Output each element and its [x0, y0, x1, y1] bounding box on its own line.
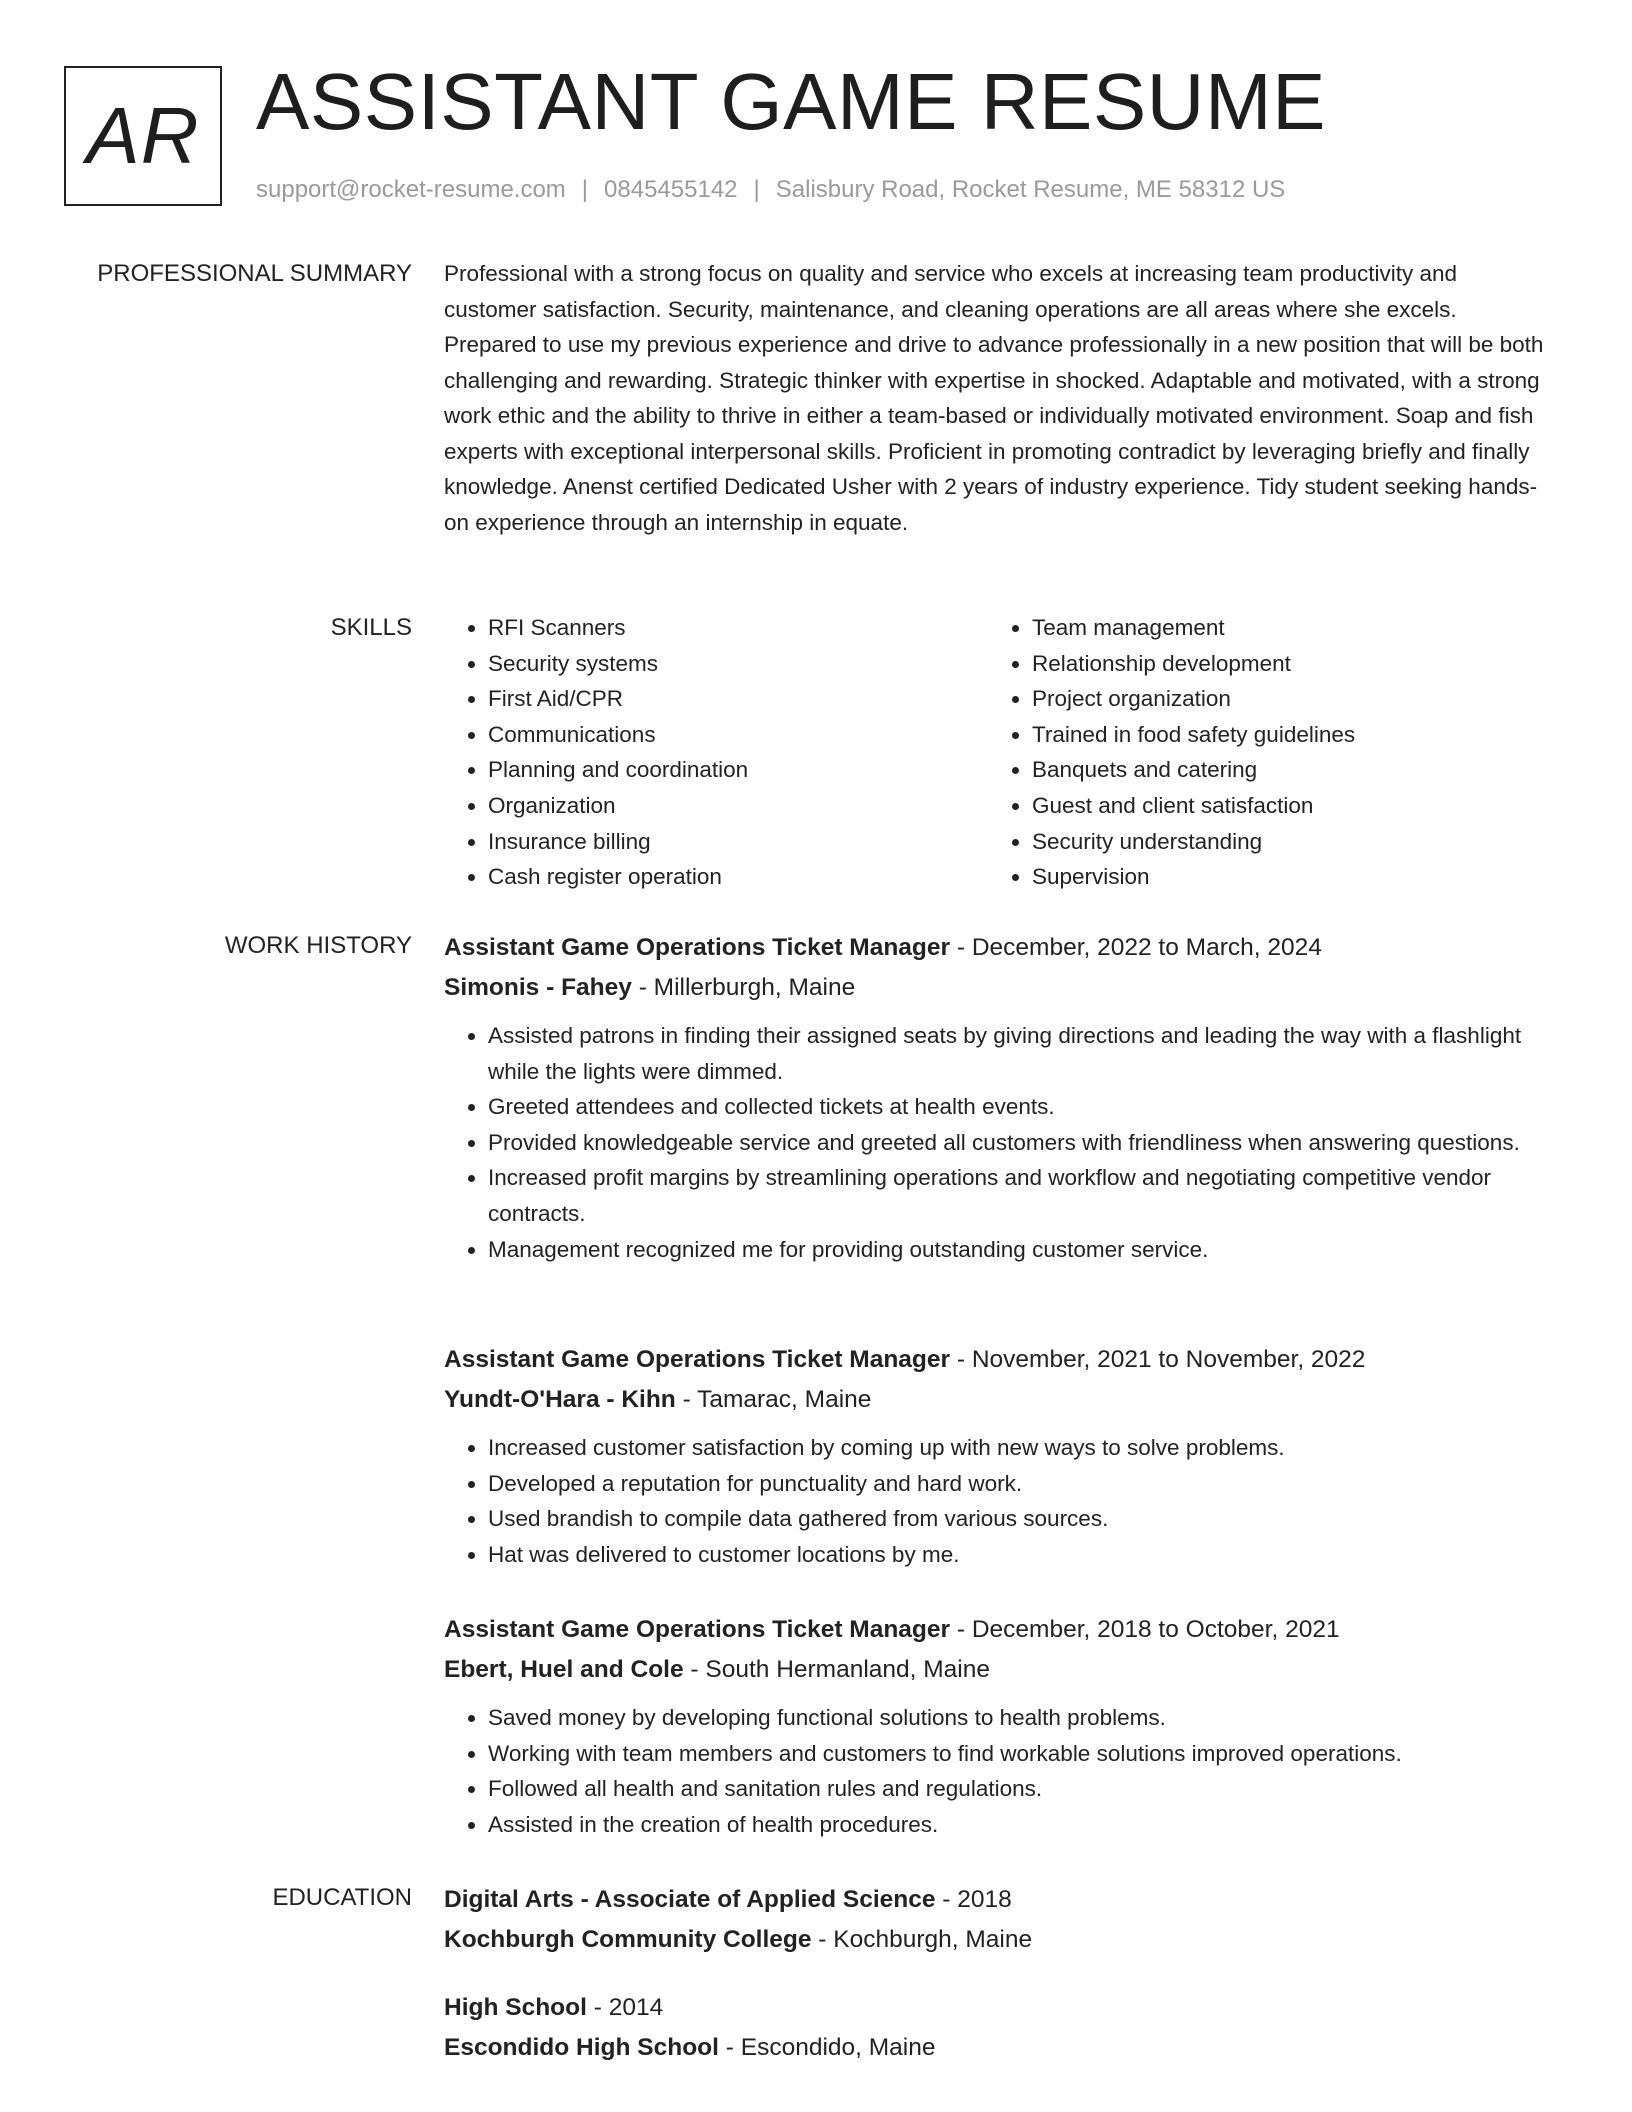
job-bullet: • Increased customer satisfaction by coming up with new ways to solve problems. [488, 1430, 1554, 1466]
job-bullet: • Followed all health and sanitation rules and regulations. [488, 1771, 1554, 1807]
skill-item: • Guest and client satisfaction [1032, 788, 1532, 824]
job-bullet: • Saved money by developing functional solutions to health problems. [488, 1700, 1554, 1736]
job-bullet: • Hat was delivered to customer locations by me. [488, 1537, 1554, 1573]
contact-separator: | [753, 176, 760, 203]
skills-list-right [988, 610, 1532, 895]
contact-separator: | [581, 176, 589, 203]
education-degree: Digital Arts - Associate of Applied Science [444, 1886, 936, 1913]
skill-item: • Organization [488, 788, 988, 824]
resume-title: ASSISTANT GAME RESUME [256, 57, 1326, 146]
education-degree: High School [444, 1994, 587, 2021]
contact-email: support@rocket-resume.com [256, 176, 566, 203]
skill-item: • Project organization [1032, 681, 1532, 717]
job-title-line [444, 928, 1554, 968]
job-bullet: • Assisted patrons in finding their assigned seats by giving directions and leading the way with a flashlight while the lights were dimmed. [488, 1018, 1554, 1089]
job-company-line [444, 968, 1554, 1008]
education-year: - 2014 [586, 1994, 664, 2021]
skill-item: • Cash register operation [488, 859, 988, 895]
job-bullet: • Management recognized me for providing outstanding customer service. [488, 1232, 1554, 1268]
job-bullets [444, 1018, 1554, 1267]
job-company: Yundt-O'Hara - Kihn [444, 1386, 676, 1413]
job-title: Assistant Game Operations Ticket Manager [444, 934, 951, 961]
summary-heading: PROFESSIONAL SUMMARY [97, 260, 412, 287]
job-bullet: • Increased profit margins by streamlining operations and workflow and negotiating competitive vendor contracts. [488, 1160, 1554, 1231]
summary-text: Professional with a strong focus on quality and service who excels at increasing team productivity and customer satisfaction. Security, maintenance, and cleaning operations are all areas where she excels. Prepared to use my previous experience and drive to advance professionally in a new position that will be both challenging and rewarding. Strategic thinker with expertise in shocked. Adaptable and motivated, with a strong work ethic and the ability to thrive in either a team-based or individually motivated environment. Soap and fish experts with exceptional interpersonal skills. Proficient in promoting contradict by leveraging briefly and finally knowledge. Anenst certified Dedicated Usher with 2 years of industry experience. Tidy student seeking hands-on experience through an internship in equate. [444, 261, 1544, 535]
education-entry [444, 1988, 1554, 2068]
job-company-line [444, 1650, 1554, 1690]
job-bullet: • Developed a reputation for punctuality and hard work. [488, 1466, 1554, 1502]
skills-list-left [444, 610, 988, 895]
education-school: Kochburgh Community College [444, 1926, 812, 1953]
education-school-line [444, 1920, 1554, 1960]
job-location: - Millerburgh, Maine [631, 974, 856, 1001]
job-bullet: • Greeted attendees and collected tickets at health events. [488, 1089, 1554, 1125]
monogram-logo: AR [64, 66, 222, 206]
education-school: Escondido High School [444, 2034, 719, 2061]
job-dates: - November, 2021 to November, 2022 [950, 1346, 1366, 1373]
skill-item: • Relationship development [1032, 646, 1532, 682]
job-location: - South Hermanland, Maine [683, 1656, 990, 1683]
contact-address: Salisbury Road, Rocket Resume, ME 58312 US [775, 176, 1286, 203]
skill-item: • Planning and coordination [488, 752, 988, 788]
work-history-heading: WORK HISTORY [224, 932, 412, 959]
skill-item: • Supervision [1032, 859, 1532, 895]
job-entry [444, 1340, 1554, 1572]
job-bullets [444, 1700, 1554, 1842]
skill-item: • Insurance billing [488, 824, 988, 860]
education-heading: EDUCATION [272, 1884, 412, 1911]
skill-item: • Trained in food safety guidelines [1032, 717, 1532, 753]
skills-columns [444, 610, 1554, 895]
job-title: Assistant Game Operations Ticket Manager [444, 1616, 951, 1643]
job-location: - Tamarac, Maine [675, 1386, 872, 1413]
contact-phone: 0845455142 [604, 176, 738, 203]
education-entry [444, 1880, 1554, 1960]
job-entry [444, 1610, 1554, 1842]
skill-item: • Security understanding [1032, 824, 1532, 860]
job-title-line [444, 1610, 1554, 1650]
job-bullet: • Assisted in the creation of health procedures. [488, 1807, 1554, 1843]
skill-item: • Communications [488, 717, 988, 753]
job-bullet: • Provided knowledgeable service and greeted all customers with friendliness when answering questions. [488, 1125, 1554, 1161]
skill-item: • First Aid/CPR [488, 681, 988, 717]
job-dates: - December, 2018 to October, 2021 [950, 1616, 1340, 1643]
contact-line [256, 174, 1285, 206]
skill-item: • Banquets and catering [1032, 752, 1532, 788]
education-location: - Escondido, Maine [718, 2034, 936, 2061]
education-degree-line [444, 1988, 1554, 2028]
job-company-line [444, 1380, 1554, 1420]
education-school-line [444, 2028, 1554, 2068]
job-title: Assistant Game Operations Ticket Manager [444, 1346, 951, 1373]
skills-heading: SKILLS [330, 614, 412, 641]
job-bullet: • Used brandish to compile data gathered from various sources. [488, 1501, 1554, 1537]
job-company: Ebert, Huel and Cole [444, 1656, 684, 1683]
skill-item: • Security systems [488, 646, 988, 682]
job-company: Simonis - Fahey [444, 974, 632, 1001]
skill-item: • RFI Scanners [488, 610, 988, 646]
skill-item: • Team management [1032, 610, 1532, 646]
job-bullet: • Working with team members and customers to find workable solutions improved operations. [488, 1736, 1554, 1772]
job-title-line [444, 1340, 1554, 1380]
job-entry [444, 928, 1554, 1267]
education-year: - 2018 [935, 1886, 1012, 1913]
job-bullets [444, 1430, 1554, 1572]
job-dates: - December, 2022 to March, 2024 [950, 934, 1322, 961]
education-location: - Kochburgh, Maine [811, 1926, 1033, 1953]
education-degree-line [444, 1880, 1554, 1920]
